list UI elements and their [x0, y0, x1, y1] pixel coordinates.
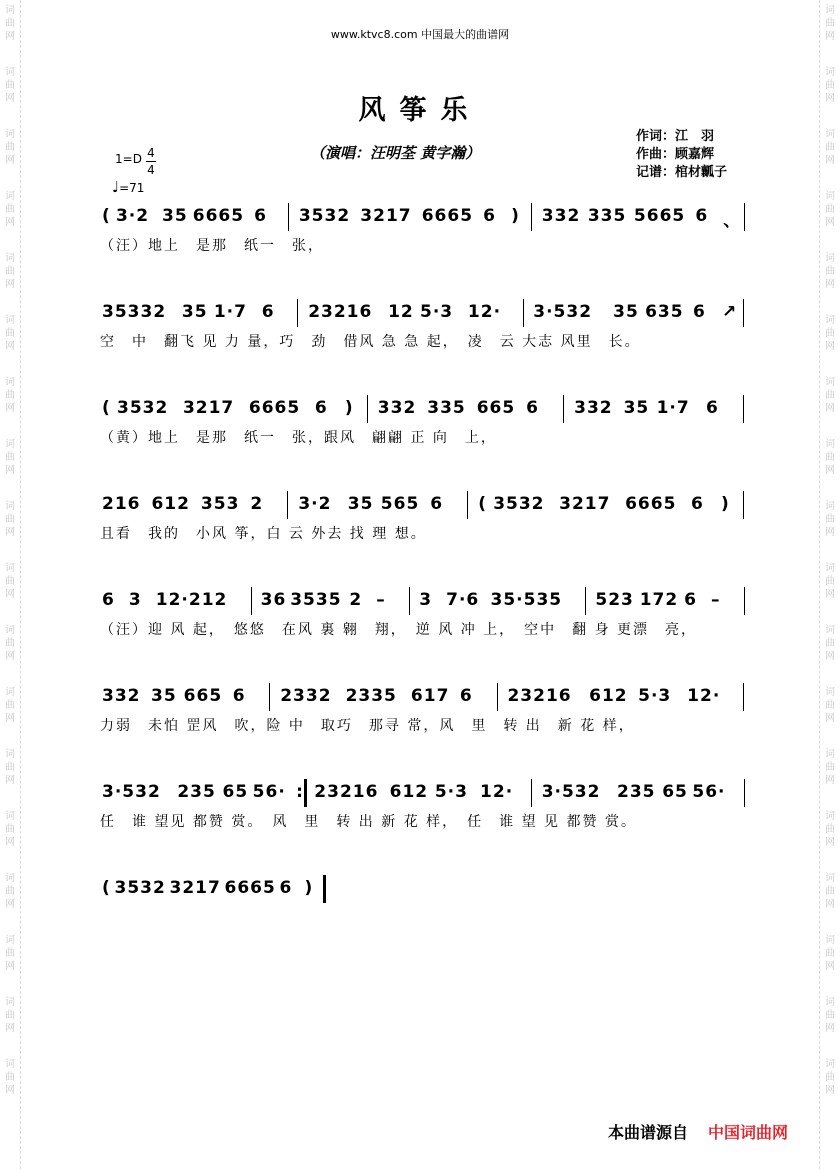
- footer-label: 本曲谱源自: [608, 1123, 689, 1142]
- note-group: 3217: [169, 878, 221, 898]
- score-system: [100, 779, 752, 831]
- note-group: 6: [430, 494, 444, 514]
- note-group: 5·3: [434, 782, 468, 802]
- note-group: 635: [645, 302, 684, 322]
- note-group: 6: [102, 590, 115, 610]
- watermark-text: 词 曲 网: [5, 749, 15, 786]
- note-group: 6: [526, 398, 540, 418]
- lyricist-credit: 作词：江 羽: [636, 129, 715, 144]
- watermark-text: 词 曲 网: [5, 253, 15, 290]
- watermark-text: 词 曲 网: [5, 129, 15, 166]
- note-group: 332: [574, 398, 613, 418]
- note-group: 2332: [280, 686, 332, 706]
- note-group: 2: [349, 590, 363, 610]
- lyrics-line: 力弱 未怕 罡风 吹，险 中 取巧 那寻 常，风 里 转 出 新 花 样，: [100, 718, 635, 734]
- score-system: [100, 587, 752, 639]
- note-group: ↗: [722, 302, 738, 322]
- note-group: 23216: [507, 686, 572, 706]
- left-watermark: [4, 0, 16, 1116]
- footer-source: [608, 1120, 788, 1143]
- site-header[interactable]: www.ktvc8.com 中国最大的曲谱网: [330, 28, 510, 41]
- watermark-text: 词 曲 网: [825, 315, 835, 352]
- note-group: 3·532: [541, 782, 601, 802]
- measure-row: [100, 203, 752, 231]
- note-group: 3532: [116, 398, 169, 418]
- score-system: [100, 395, 752, 447]
- note-group: 23216: [308, 302, 373, 322]
- notes-row: [100, 686, 752, 708]
- note-group: 2: [250, 494, 264, 514]
- note-group: 216: [102, 494, 141, 514]
- lyrics-line: （汪）迎 风 起， 悠悠 在风 裏 翱 翔， 逆 风 冲 上， 空中 翻 身 更漂 亮，: [100, 622, 698, 638]
- note-group: 6: [314, 398, 328, 418]
- note-group: ): [344, 398, 354, 418]
- note-group: 332: [102, 686, 141, 706]
- notes-row: [100, 398, 752, 420]
- note-group: 12·212: [155, 590, 228, 610]
- note-group: 6665: [224, 878, 276, 898]
- notes-row: [100, 782, 752, 804]
- measure-row: [100, 779, 752, 807]
- measure-row: [100, 683, 752, 711]
- note-group: 6: [684, 590, 697, 610]
- notes-row: [100, 206, 752, 231]
- watermark-text: 词 曲 网: [825, 191, 835, 228]
- note-group: 6665: [248, 398, 301, 418]
- watermark-text: 词 曲 网: [825, 997, 835, 1034]
- note-group: 665: [476, 398, 516, 418]
- watermark-text: 词 曲 网: [825, 253, 835, 290]
- footer-site-link[interactable]: 中国词曲网: [708, 1123, 789, 1142]
- watermark-text: 词 曲 网: [825, 625, 835, 662]
- watermark-text: 词 曲 网: [5, 67, 15, 104]
- tempo-value: =71: [119, 181, 145, 195]
- note-group: 23216: [314, 782, 379, 802]
- note-group: 3217: [182, 398, 235, 418]
- note-group: 3·532: [102, 782, 161, 802]
- watermark-text: 词 曲 网: [825, 811, 835, 848]
- watermark-text: 词 曲 网: [5, 1059, 15, 1096]
- note-group: 6: [695, 206, 709, 226]
- note-group: 6: [459, 686, 473, 706]
- note-group: 5·3: [638, 686, 672, 706]
- note-group: ): [721, 494, 730, 514]
- note-group: 35: [623, 398, 650, 418]
- score-system: [100, 875, 752, 927]
- watermark-text: 词 曲 网: [5, 811, 15, 848]
- time-signature: [146, 146, 156, 177]
- note-group: ): [511, 206, 520, 226]
- watermark-text: 词 曲 网: [5, 935, 15, 972]
- note-group: 235: [617, 782, 656, 802]
- note-group: 523: [595, 590, 634, 610]
- note-group: 3535: [290, 590, 342, 610]
- note-group: 335: [587, 206, 627, 226]
- note-group: –: [710, 590, 721, 610]
- notes-row: [100, 494, 752, 516]
- watermark-text: 词 曲 网: [825, 439, 835, 476]
- time-signature-top: 4: [147, 146, 155, 160]
- note-group: 6: [693, 302, 706, 322]
- transcriber-credit: 记谱：棺材瓤子: [636, 165, 728, 180]
- note-group: (: [102, 878, 111, 898]
- notes-row: [100, 590, 752, 612]
- watermark-text: 词 曲 网: [825, 67, 835, 104]
- score-system: [100, 299, 752, 351]
- watermark-text: 词 曲 网: [825, 935, 835, 972]
- note-group: 12·: [687, 686, 721, 706]
- note-group: 6: [232, 686, 246, 706]
- note-group: 35: [347, 494, 374, 514]
- note-group: 6: [483, 206, 496, 226]
- note-group: 3·532: [533, 302, 593, 322]
- measure-row: [100, 875, 752, 903]
- watermark-text: 词 曲 网: [5, 501, 15, 538]
- note-group: (: [102, 206, 111, 226]
- note-group: 35: [613, 302, 639, 322]
- note-group: 1·7: [213, 302, 247, 322]
- note-group: 6: [254, 206, 268, 226]
- note-group: 、: [723, 211, 742, 231]
- note-group: 612: [151, 494, 190, 514]
- note-group: 56·: [252, 782, 286, 802]
- note-group: 35: [151, 686, 177, 706]
- note-group: 6: [279, 878, 293, 898]
- note-group: 3·2: [115, 206, 150, 226]
- note-group: (: [102, 398, 111, 418]
- note-group: 6: [691, 494, 704, 514]
- note-group: 665: [183, 686, 223, 706]
- watermark-text: 词 曲 网: [5, 377, 15, 414]
- tempo-marking: [112, 178, 144, 196]
- note-group: 6665: [192, 206, 245, 226]
- watermark-text: 词 曲 网: [825, 563, 835, 600]
- lyrics-line: （汪）地上 是那 纸一 张，: [100, 238, 324, 254]
- score-system: [100, 491, 752, 543]
- key-signature: 1=D: [115, 152, 142, 166]
- note-group: 6: [706, 398, 719, 418]
- measure-row: [100, 491, 752, 519]
- watermark-text: 词 曲 网: [5, 873, 15, 910]
- note-group: 6665: [625, 494, 677, 514]
- note-group: 335: [427, 398, 466, 418]
- time-signature-bar: [146, 161, 156, 162]
- watermark-text: 词 曲 网: [825, 5, 835, 42]
- note-group: 35332: [102, 302, 167, 322]
- left-watermark-strip: [0, 0, 21, 1169]
- watermark-text: 词 曲 网: [5, 625, 15, 662]
- note-group: 35·535: [490, 590, 563, 610]
- time-signature-bottom: 4: [147, 163, 155, 177]
- note-group: 12·: [467, 302, 502, 322]
- notes-row: [100, 302, 752, 324]
- note-group: 3532: [114, 878, 166, 898]
- note-group: 35: [162, 206, 188, 226]
- song-title: 风筝乐: [358, 95, 482, 126]
- note-group: (: [478, 494, 487, 514]
- note-group: 565: [380, 494, 420, 514]
- measure-row: [100, 299, 752, 327]
- note-group: 3217: [360, 206, 412, 226]
- watermark-text: 词 曲 网: [825, 749, 835, 786]
- watermark-text: 词 曲 网: [5, 563, 15, 600]
- note-group: 12·: [480, 782, 514, 802]
- note-group: 235: [177, 782, 216, 802]
- credits-block: [636, 128, 727, 182]
- note-group: 612: [589, 686, 628, 706]
- measure-row: [100, 587, 752, 615]
- note-group: 3: [419, 590, 433, 610]
- lyrics-line: [100, 907, 752, 927]
- watermark-text: 词 曲 网: [5, 315, 15, 352]
- lyrics-line: （黄）地上 是那 纸一 张，跟风 翩翩 正 向 上，: [100, 430, 497, 446]
- note-group: 172: [639, 590, 679, 610]
- lyrics-line: 且看 我的 小风 筝，白 云 外去 找 理 想。: [100, 526, 427, 542]
- score-system: [100, 683, 752, 735]
- note-group: 35: [181, 302, 208, 322]
- watermark-text: 词 曲 网: [5, 5, 15, 42]
- watermark-text: 词 曲 网: [5, 191, 15, 228]
- lyrics-line: 任 谁 望见 都赞 赏。 风 里 转 出 新 花 样， 任 谁 望 见 都赞 赏。: [100, 814, 637, 830]
- note-group: 6665: [421, 206, 474, 226]
- note-group: 3217: [559, 494, 611, 514]
- note-group: 7·6: [446, 590, 480, 610]
- watermark-text: 词 曲 网: [5, 439, 15, 476]
- note-group: 3532: [298, 206, 351, 226]
- composer-credit: 作曲：顾嘉辉: [636, 147, 715, 162]
- note-group: ): [304, 878, 314, 898]
- score-system: [100, 203, 752, 255]
- repeat-dots: :: [296, 782, 304, 802]
- watermark-text: 词 曲 网: [5, 687, 15, 724]
- note-group: 65: [662, 782, 688, 802]
- note-group: 3·2: [298, 494, 332, 514]
- note-group: 617: [410, 686, 450, 706]
- note-group: 5665: [633, 206, 686, 226]
- quarter-note-icon: ♩: [112, 178, 120, 196]
- lyrics-line: 空 中 翻飞 见 力 量，巧 劲 借风 急 急 起， 凌 云 大志 风里 长。: [100, 334, 641, 350]
- note-group: 12: [388, 302, 414, 322]
- watermark-text: 词 曲 网: [825, 873, 835, 910]
- singers-line: （演唱：汪明荃 黄字瀚）: [310, 144, 481, 162]
- note-group: 612: [389, 782, 429, 802]
- note-group: 65: [222, 782, 249, 802]
- watermark-text: 词 曲 网: [825, 687, 835, 724]
- watermark-text: 词 曲 网: [825, 377, 835, 414]
- note-group: 36: [260, 590, 287, 610]
- right-watermark: [824, 0, 836, 1116]
- watermark-text: 词 曲 网: [825, 1059, 835, 1096]
- measure-row: [100, 395, 752, 423]
- watermark-text: 词 曲 网: [825, 129, 835, 166]
- note-group: 353: [200, 494, 240, 514]
- note-group: 2335: [345, 686, 397, 706]
- right-watermark-strip: [819, 0, 840, 1169]
- note-group: 3: [128, 590, 142, 610]
- note-group: 3532: [493, 494, 545, 514]
- note-group: 6: [261, 302, 275, 322]
- note-group: 332: [541, 206, 581, 226]
- watermark-text: 词 曲 网: [825, 501, 835, 538]
- watermark-text: 词 曲 网: [5, 997, 15, 1034]
- note-group: 332: [377, 398, 417, 418]
- note-group: 56·: [692, 782, 726, 802]
- note-group: 1·7: [656, 398, 690, 418]
- notes-row: [100, 878, 752, 900]
- note-group: 5·3: [420, 302, 454, 322]
- note-group: –: [376, 590, 386, 610]
